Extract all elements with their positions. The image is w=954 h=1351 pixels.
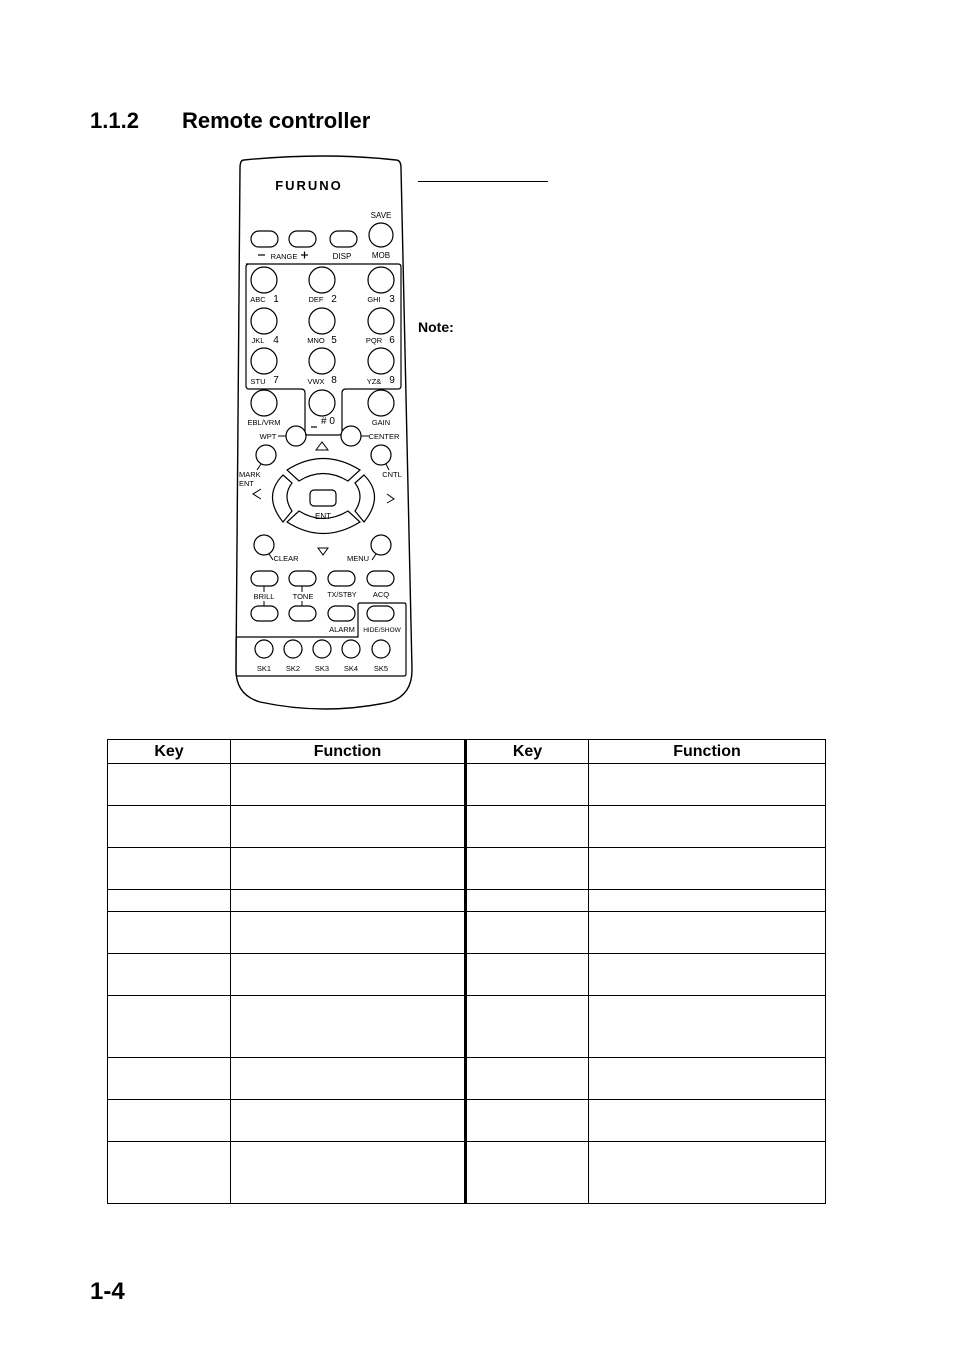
cursor-up-key[interactable] bbox=[287, 459, 360, 482]
table-row bbox=[108, 954, 826, 996]
label-5: 5 bbox=[331, 335, 337, 346]
label-9: 9 bbox=[389, 375, 395, 386]
table-row bbox=[108, 1142, 826, 1204]
label-vwx: VWX bbox=[307, 377, 325, 386]
label-8: 8 bbox=[331, 375, 337, 386]
table-cell bbox=[108, 912, 231, 954]
label-jkl: JKL bbox=[251, 336, 265, 345]
table-cell bbox=[589, 806, 826, 848]
down-arrow-icon bbox=[318, 548, 328, 555]
label-cntl: CNTL bbox=[382, 470, 402, 479]
table-cell bbox=[231, 912, 466, 954]
sk5-key[interactable] bbox=[372, 640, 390, 658]
label-mno: MNO bbox=[307, 336, 325, 345]
table-cell bbox=[466, 848, 589, 890]
key-5[interactable] bbox=[309, 308, 335, 334]
label-7: 7 bbox=[273, 375, 279, 386]
label-acq: ACQ bbox=[372, 590, 390, 599]
cntl-key[interactable] bbox=[371, 445, 391, 465]
label-stu: STU bbox=[250, 377, 266, 386]
label-4: 4 bbox=[273, 335, 279, 346]
mark-key[interactable] bbox=[256, 445, 276, 465]
table-row bbox=[108, 848, 826, 890]
label-sk3: SK3 bbox=[314, 664, 330, 673]
sk3-key[interactable] bbox=[313, 640, 331, 658]
table-cell bbox=[231, 954, 466, 996]
label-def: DEF bbox=[308, 295, 324, 304]
cursor-right-key[interactable] bbox=[355, 475, 375, 522]
section-number: 1.1.2 bbox=[90, 108, 139, 133]
gain-key[interactable] bbox=[368, 390, 394, 416]
furuno-logo: FURUNO bbox=[275, 178, 343, 193]
clear-key[interactable] bbox=[254, 535, 274, 555]
wpt-key[interactable] bbox=[286, 426, 306, 446]
table-cell bbox=[466, 1058, 589, 1100]
ebl-vrm-key[interactable] bbox=[251, 390, 277, 416]
table-cell bbox=[231, 848, 466, 890]
brill-lower-key[interactable] bbox=[251, 606, 278, 621]
label-menu: MENU bbox=[346, 554, 370, 563]
label-abc: ABC bbox=[250, 295, 266, 304]
label-sk1: SK1 bbox=[256, 664, 272, 673]
left-arrow-icon bbox=[253, 489, 261, 499]
table-row bbox=[108, 806, 826, 848]
mob-key[interactable] bbox=[369, 223, 393, 247]
table-cell bbox=[108, 1142, 231, 1204]
label-save: SAVE bbox=[370, 211, 392, 220]
label-mark-ent: ENT bbox=[239, 479, 254, 488]
table-cell bbox=[231, 806, 466, 848]
label-disp: DISP bbox=[332, 252, 352, 261]
table-cell bbox=[231, 764, 466, 806]
table-cell bbox=[466, 912, 589, 954]
tone-lower-key[interactable] bbox=[289, 606, 316, 621]
table-cell bbox=[466, 890, 589, 912]
table-row bbox=[108, 912, 826, 954]
tx-stby-key[interactable] bbox=[328, 571, 355, 586]
table-cell bbox=[466, 996, 589, 1058]
up-arrow-icon bbox=[316, 442, 328, 450]
label-brill: BRILL bbox=[253, 592, 275, 601]
label-tx-stby: TX/STBY bbox=[327, 592, 357, 599]
table-cell bbox=[589, 996, 826, 1058]
table-cell bbox=[231, 1142, 466, 1204]
range-plus-key[interactable] bbox=[289, 231, 316, 247]
label-mark: MARK bbox=[239, 470, 261, 479]
table-row bbox=[108, 1100, 826, 1142]
label-mob: MOB bbox=[371, 251, 391, 260]
header-key-left: Key bbox=[108, 740, 231, 764]
label-ebl-vrm: EBL/VRM bbox=[247, 418, 281, 427]
range-minus-key[interactable] bbox=[251, 231, 278, 247]
table-row bbox=[108, 890, 826, 912]
table-header-row bbox=[108, 740, 826, 764]
key-8[interactable] bbox=[309, 348, 335, 374]
table-cell bbox=[589, 1058, 826, 1100]
header-function-left: Function bbox=[231, 740, 466, 764]
table-row bbox=[108, 764, 826, 806]
disp-key[interactable] bbox=[330, 231, 357, 247]
table-cell bbox=[231, 996, 466, 1058]
table-cell bbox=[466, 1142, 589, 1204]
label-alarm: ALARM bbox=[329, 625, 355, 634]
label-sk5: SK5 bbox=[373, 664, 389, 673]
key-6[interactable] bbox=[368, 308, 394, 334]
label-sk2: SK2 bbox=[285, 664, 301, 673]
table-cell bbox=[466, 764, 589, 806]
remote-controller-illustration bbox=[230, 150, 420, 720]
key-9[interactable] bbox=[368, 348, 394, 374]
label-tone: TONE bbox=[292, 592, 314, 601]
menu-leader-line bbox=[372, 554, 376, 560]
menu-key[interactable] bbox=[371, 535, 391, 555]
cursor-left-key[interactable] bbox=[273, 475, 293, 522]
table-row bbox=[108, 1058, 826, 1100]
table-cell bbox=[466, 806, 589, 848]
key-1[interactable] bbox=[251, 267, 277, 293]
sk2-key[interactable] bbox=[284, 640, 302, 658]
section-heading bbox=[90, 108, 370, 134]
label-clear: CLEAR bbox=[273, 554, 299, 563]
table-cell bbox=[108, 806, 231, 848]
table-cell bbox=[108, 996, 231, 1058]
table-cell bbox=[108, 764, 231, 806]
label-ent: ENT bbox=[315, 512, 331, 521]
center-key[interactable] bbox=[341, 426, 361, 446]
table-cell bbox=[589, 954, 826, 996]
table-cell bbox=[231, 1100, 466, 1142]
key-3[interactable] bbox=[368, 267, 394, 293]
key-function-table bbox=[107, 739, 826, 1204]
key-2[interactable] bbox=[309, 267, 335, 293]
table-cell bbox=[589, 848, 826, 890]
right-arrow-icon bbox=[387, 494, 394, 503]
label-3: 3 bbox=[389, 294, 395, 305]
label-yz: YZ& bbox=[366, 377, 382, 386]
label-2: 2 bbox=[331, 294, 337, 305]
label-hash-0: # 0 bbox=[321, 416, 335, 427]
label-ghi: GHI bbox=[367, 295, 381, 304]
label-1: 1 bbox=[273, 294, 279, 305]
table-cell bbox=[108, 1058, 231, 1100]
table-cell bbox=[108, 954, 231, 996]
table-cell bbox=[231, 890, 466, 912]
label-pqr: PQR bbox=[365, 336, 383, 345]
key-7[interactable] bbox=[251, 348, 277, 374]
table-cell bbox=[466, 1100, 589, 1142]
table-cell bbox=[589, 1142, 826, 1204]
table-cell bbox=[108, 1100, 231, 1142]
key-0[interactable] bbox=[309, 390, 335, 416]
header-function-right: Function bbox=[589, 740, 826, 764]
note-label: Note: bbox=[418, 319, 454, 335]
label-sk4: SK4 bbox=[343, 664, 359, 673]
table-cell bbox=[589, 912, 826, 954]
ent-key[interactable] bbox=[310, 490, 336, 506]
brill-key[interactable] bbox=[251, 571, 278, 586]
table-cell bbox=[108, 890, 231, 912]
hide-show-key[interactable] bbox=[367, 606, 394, 621]
alarm-key[interactable] bbox=[328, 606, 355, 621]
acq-key[interactable] bbox=[367, 571, 394, 586]
label-range: RANGE bbox=[270, 252, 298, 261]
label-hide-show: HIDE/SHOW bbox=[363, 627, 401, 634]
sk4-key[interactable] bbox=[342, 640, 360, 658]
label-gain: GAIN bbox=[371, 418, 391, 427]
table-cell bbox=[589, 1100, 826, 1142]
table-cell bbox=[589, 764, 826, 806]
table-row bbox=[108, 996, 826, 1058]
tone-key[interactable] bbox=[289, 571, 316, 586]
clear-leader-line bbox=[269, 554, 273, 560]
remote-controller-drawing bbox=[230, 150, 420, 720]
sk1-key[interactable] bbox=[255, 640, 273, 658]
label-6: 6 bbox=[389, 335, 395, 346]
page-number: 1-4 bbox=[90, 1278, 125, 1305]
table-cell bbox=[231, 1058, 466, 1100]
label-center: CENTER bbox=[368, 432, 400, 441]
section-title: Remote controller bbox=[182, 108, 371, 133]
key-4[interactable] bbox=[251, 308, 277, 334]
callout-line bbox=[418, 181, 548, 182]
header-key-right: Key bbox=[466, 740, 589, 764]
label-wpt: WPT bbox=[259, 432, 277, 441]
table-cell bbox=[466, 954, 589, 996]
table-cell bbox=[108, 848, 231, 890]
table-cell bbox=[589, 890, 826, 912]
